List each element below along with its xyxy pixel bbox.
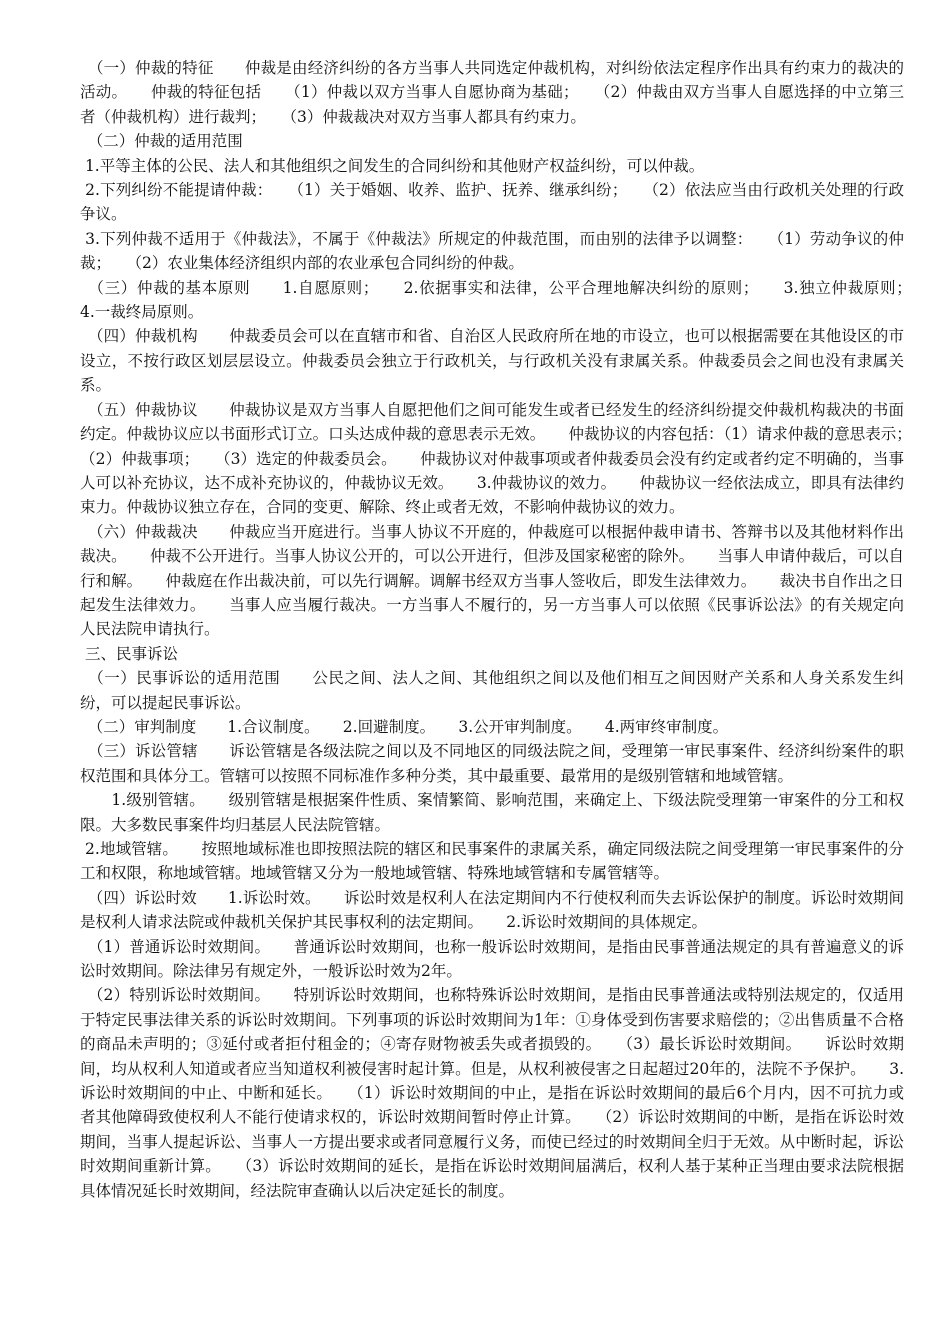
paragraph-jurisdiction: （三）诉讼管辖 诉讼管辖是各级法院之间以及不同地区的同级法院之间，受理第一审民事案件、经济纠纷案件的职权范围和具体分工。管辖可以按照不同标准作多种分类，其中最重要、最常用的是级别管辖和地域管辖。 — [80, 742, 904, 785]
paragraph-special-limitation: （2）特别诉讼时效期间。 特别诉讼时效期间，也称特殊诉讼时效期间，是指由民事普通法或特别法规定的，仅适用于特定民事法律关系的诉讼时效期间。下列事项的诉讼时效期间为1年：①身体受到伤害要求赔偿的；②出售质量不合格的商品未声明的；③延付或者拒付租金的；④寄存财物被丢失或者损毁的。 （3）最长诉讼时效期间。 诉讼时效期间，均从权利人知道或者应当知道权利被侵害时起计算。但是，从权利被侵害之日起超过20年的，法院不予保护。 3.诉讼时效期间的中止、中断和延长。 （1）诉讼时效期间的中止，是指在诉讼时效期间的最后6个月内，因不可抗力或者其他障碍致使权利人不能行使请求权的，诉讼时效期间暂时停止计算。 （2）诉讼时效期间的中断，是指在诉讼时效期间，当事人提起诉讼、当事人一方提出要求或者同意履行义务，而使已经过的时效期间全归于无效。从中断时起，诉讼时效期间重新计算。 （3）诉讼时效期间的延长，是指在诉讼时效期间届满后，权利人基于某种正当理由要求法院根据具体情况延长时效期间，经法院审查确认以后决定延长的制度。 — [80, 986, 904, 1200]
paragraph-scope-item-1: 1.平等主体的公民、法人和其他组织之间发生的合同纠纷和其他财产权益纠纷，可以仲裁。 — [80, 156, 705, 175]
heading-arbitration-scope: （二）仲裁的适用范围 — [80, 132, 243, 151]
paragraph-arbitration-award: （六）仲裁裁决 仲裁应当开庭进行。当事人协议不开庭的，仲裁庭可以根据仲裁申请书、答辩书以及其他材料作出裁决。 仲裁不公开进行。当事人协议公开的，可以公开进行，但涉及国家秘密的除外。 当事人申请仲裁后，可以自行和解。 仲裁庭在作出裁决前，可以先行调解。调解书经双方当事人签收后，即发生法律效力。 裁决书自作出之日起发生法律效力。 当事人应当履行裁决。一方当事人不履行的，另一方当事人可以依照《民事诉讼法》的有关规定向人民法院申请执行。 — [80, 522, 904, 639]
paragraph-limitation-of-action: （四）诉讼时效 1.诉讼时效。 诉讼时效是权利人在法定期间内不行使权利而失去诉讼保护的制度。诉讼时效期间是权利人请求法院或仲裁机关保护其民事权利的法定期间。 2.诉讼时效期间的具体规定。 — [80, 888, 904, 932]
paragraph-ordinary-limitation: （1）普通诉讼时效期间。 普通诉讼时效期间，也称一般诉讼时效期间，是指由民事普通法规定的具有普遍意义的诉讼时效期间。除法律另有规定外，一般诉讼时效为2年。 — [80, 937, 904, 981]
document-body — [80, 56, 936, 1203]
paragraph-scope-item-3: 3.下列仲裁不适用于《仲裁法》，不属于《仲裁法》所规定的仲裁范围，而由别的法律予以调整： （1）劳动争议的仲裁； （2）农业集体经济组织内部的农业承包合同纠纷的仲裁。 — [80, 229, 905, 273]
paragraph-level-jurisdiction: 1.级别管辖。 级别管辖是根据案件性质、案情繁简、影响范围，来确定上、下级法院受理第一审案件的分工和权限。大多数民事案件均归基层人民法院管辖。 — [80, 791, 904, 834]
paragraph-arbitration-institution: （四）仲裁机构 仲裁委员会可以在直辖市和省、自治区人民政府所在地的市设立，也可以根据需要在其他设区的市设立，不按行政区划层层设立。仲裁委员会独立于行政机关，与行政机关没有隶属关系。仲裁委员会之间也没有隶属关系。 — [80, 327, 904, 395]
paragraph-scope-item-2: 2.下列纠纷不能提请仲裁： （1）关于婚姻、收养、监护、抚养、继承纠纷； （2）依法应当由行政机关处理的行政争议。 — [80, 181, 904, 224]
paragraph-litigation-scope: （一）民事诉讼的适用范围 公民之间、法人之间、其他组织之间以及他们相互之间因财产关系和人身关系发生纠纷，可以提起民事诉讼。 — [80, 669, 904, 712]
paragraph-trial-system: （二）审判制度 1.合议制度。 2.回避制度。 3.公开审判制度。 4.两审终审制度。 — [80, 717, 729, 736]
paragraph-basic-principles: （三）仲裁的基本原则 1.自愿原则； 2.依据事实和法律，公平合理地解决纠纷的原则； 3.独立仲裁原则； 4.一裁终局原则。 — [80, 278, 936, 322]
paragraph-arbitration-features: （一）仲裁的特征 仲裁是由经济纠纷的各方当事人共同选定仲裁机构，对纠纷依法定程序作出具有约束力的裁决的活动。 仲裁的特征包括 （1）仲裁以双方当事人自愿协商为基础； （2）仲裁由双方当事人自愿选择的中立第三者（仲裁机构）进行裁判； （3）仲裁裁决对双方当事人都具有约束力。 — [80, 59, 904, 126]
paragraph-arbitration-agreement: （五）仲裁协议 仲裁协议是双方当事人自愿把他们之间可能发生或者已经发生的经济纠纷提交仲裁机构裁决的书面约定。仲裁协议应以书面形式订立。口头达成仲裁的意思表示无效。 仲裁协议的内容包括：（1）请求仲裁的意思表示； （2）仲裁事项； （3）选定的仲裁委员会。 仲裁协议对仲裁事项或者仲裁委员会没有约定或者约定不明确的，当事人可以补充协议，达不成补充协议的，仲裁协议无效。 3.仲裁协议的效力。 仲裁协议一经依法成立，即具有法律约束力。仲裁协议独立存在，合同的变更、解除、终止或者无效，不影响仲裁协议的效力。 — [80, 400, 936, 517]
heading-civil-litigation: 三、民事诉讼 — [80, 644, 178, 663]
paragraph-territorial-jurisdiction: 2.地域管辖。 按照地域标准也即按照法院的辖区和民事案件的隶属关系，确定同级法院之间受理第一审民事案件的分工和权限，称地域管辖。地域管辖又分为一般地域管辖、特殊地域管辖和专属管辖等。 — [80, 840, 904, 883]
